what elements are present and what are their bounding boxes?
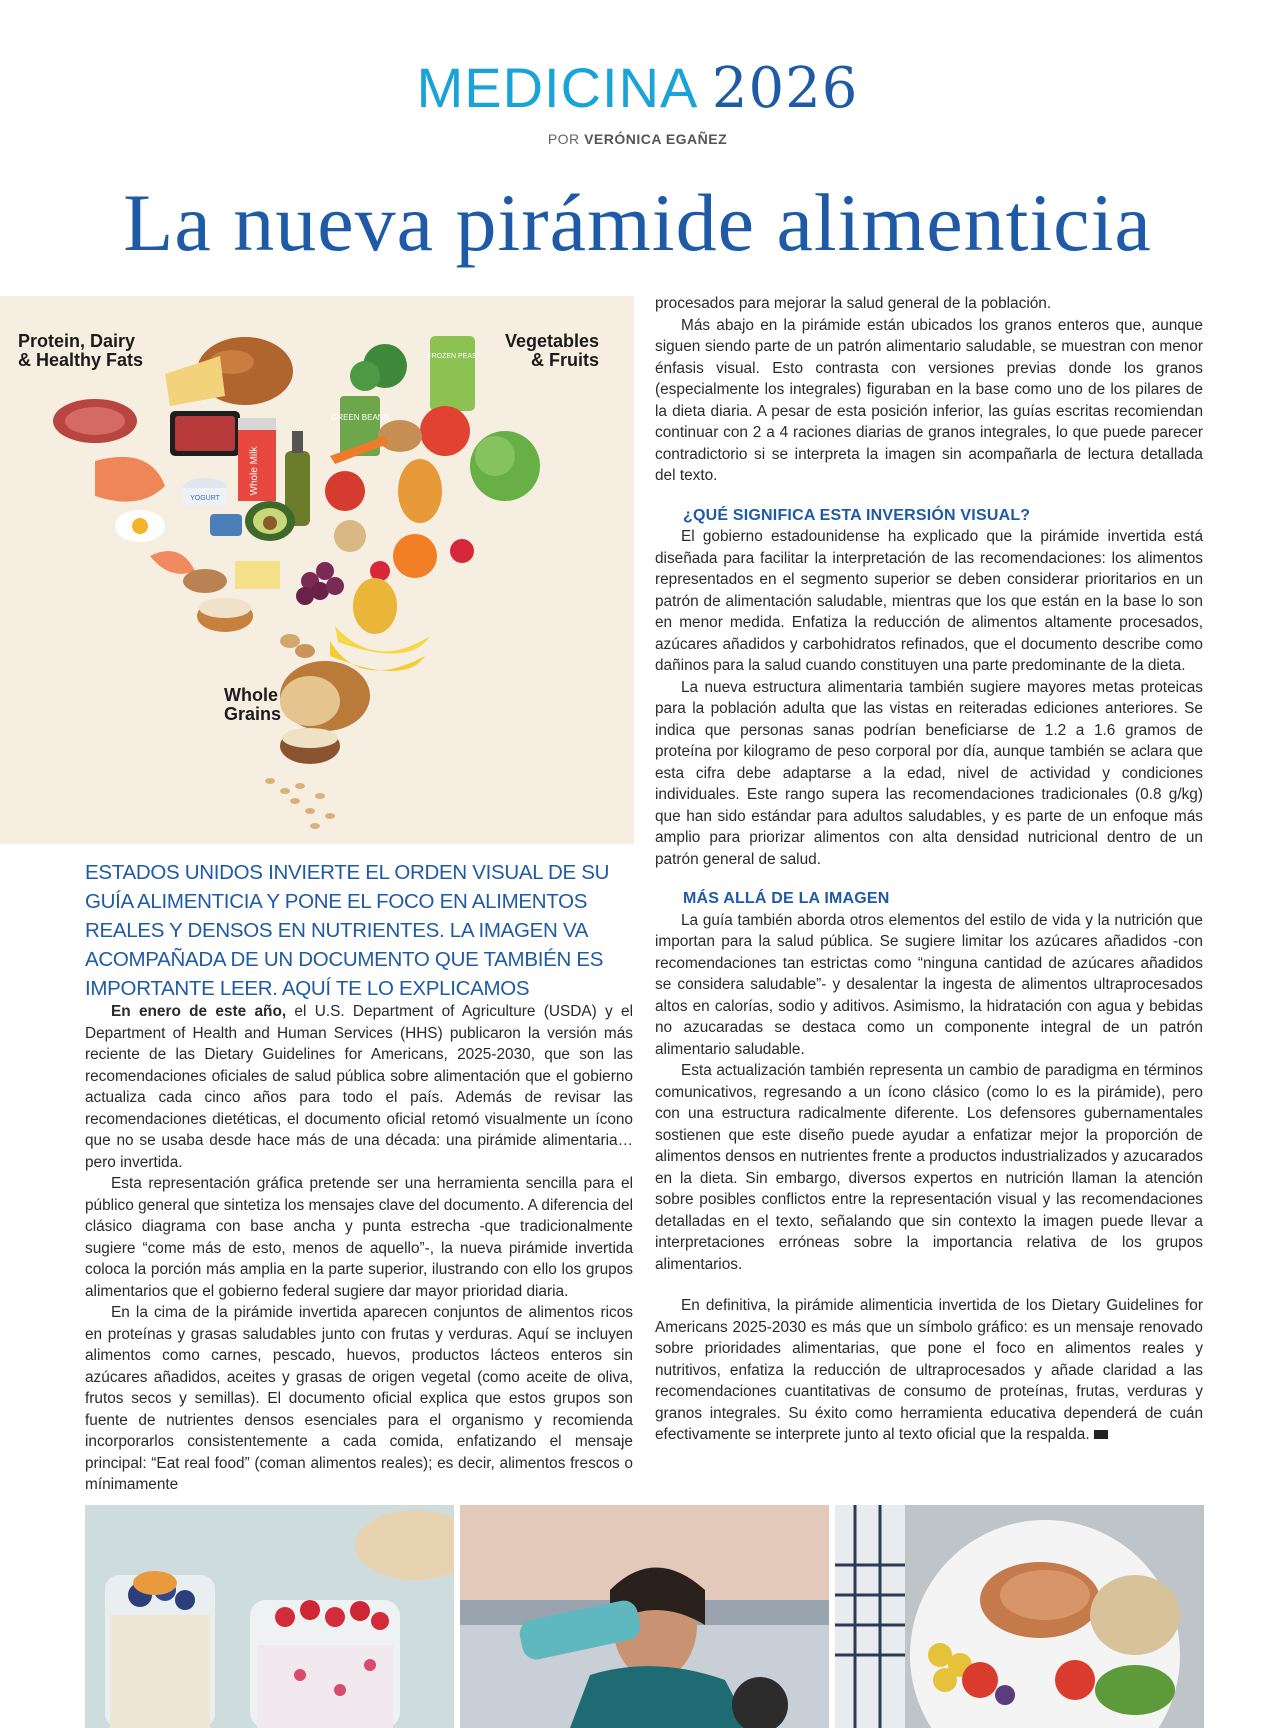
milk-carton-label: Whole Milk: [249, 446, 260, 496]
photo-woman-drinking-water: [460, 1505, 829, 1728]
pyramid-label-protein-line1: Protein, Dairy: [18, 331, 136, 351]
photo-chicken-salad-plate: [835, 1505, 1204, 1728]
peas-label: FROZEN PEAS: [427, 353, 477, 360]
paragraph-continued: procesados para mejorar la salud general de la población.: [655, 295, 1052, 312]
paragraph: Más abajo en la pirámide están ubicados los granos enteros que, aunque siguen siendo parte de un patrón alimentario saludable, se muestran con menor énfasis visual. Esto contrasta con versiones previas donde los granos (especialmente los integrales) figuraban en la base como uno de los pilares de la dieta diaria. A pesar de esta posición inferior, las guías escritas recomiendan continuar con 2 a 4 raciones diarias de granos integrales, lo que puede parecer contradictorio si se interpreta la imagen sin acompañarla de lectura detallada del texto.: [655, 316, 1203, 484]
paragraph: La guía también aborda otros elementos del estilo de vida y la nutrición que importan para la salud pública. Se sugiere limitar los azúcares añadidos -con recomendaciones tan estrictas como “ninguna cantidad de azúcares añadidos se considera saludable”- y desalentar la ingesta de alimentos ultraprocesados altos en calorías, sodio y aditivos. Asimismo, la hidratación con agua y bebidas no azucaradas se destaca como un componente integral de un patrón alimentario saludable.: [655, 911, 1203, 1058]
inverted-food-pyramid-illustration: [0, 296, 634, 844]
end-mark-icon: [1094, 1430, 1108, 1439]
pyramid-label-grains-line1: Whole: [224, 685, 278, 705]
subheading-beyond-image: MÁS ALLÁ DE LA IMAGEN: [683, 890, 890, 907]
byline: [0, 131, 1275, 147]
chicken-plate-photo: [835, 1505, 1204, 1728]
lead-in: En enero de este año,: [111, 1003, 287, 1020]
green-beans-label: GREEN BEANS: [331, 413, 389, 422]
conclusion-text: En definitiva, la pirámide alimenticia invertida de los Dietary Guidelines for Americans 2025-2030 es más que un símbolo gráfico: es un mensaje renovado sobre prioridades alimentarias, que pone el foco en alimentos reales y nutritivos, enfatiza la reducción de ultraprocesados y añade claridad a las recomendaciones cuantitativas de consumo de proteínas, frutas, verduras y granos integrales. Su éxito como herramienta educativa dependerá de cuán efectivamente se interprete junto al texto oficial que la respalda.: [655, 1297, 1203, 1443]
paragraph-intro: [85, 1001, 633, 1173]
article-title: La nueva pirámide alimenticia: [123, 177, 1152, 268]
right-column: [655, 293, 1203, 1446]
woman-hydration-photo: [460, 1505, 829, 1728]
paragraph-intro-text: el U.S. Department of Agriculture (USDA) y el Department of Health and Human Services (HHS) publicaron la versión más reciente de las Dietary Guidelines for Americans, 2025-2030, que son las recomendaciones oficiales de salud pública sobre alimentación que el gobierno actualiza cada cinco años para todo el país. Además de revisar las recomendaciones dietéticas, el documento oficial retomó visualmente un ícono que no se usaba desde hace más de una década: una pirámide alimentaria… pero invertida.: [85, 1003, 633, 1171]
overnight-oats-photo: [85, 1505, 454, 1728]
pyramid-label-vegetables: [505, 332, 599, 370]
byline-prefix: POR: [547, 131, 580, 147]
pyramid-label-protein-line2: & Healthy Fats: [18, 350, 144, 370]
left-column: [85, 1001, 633, 1496]
paragraph: Esta representación gráfica pretende ser una herramienta sencilla para el público general que sintetiza los mensajes clave del documento. A diferencia del clásico diagrama con base ancha y punta estrecha -que tradicionalmente sugiere “come más de esto, menos de aquello”-, la nueva pirámide invertida coloca la porción más amplia en la parte superior, ilustrando con ello los grupos alimentarios que el gobierno federal sugiere dar mayor prioridad diaria.: [85, 1175, 633, 1300]
photo-overnight-oats: [85, 1505, 454, 1728]
pyramid-label-protein: [18, 332, 143, 370]
section-name: MEDICINA: [416, 56, 696, 119]
paragraph-conclusion: [655, 1295, 1203, 1446]
pyramid-foods-drawing: [0, 296, 634, 844]
article-deck: ESTADOS UNIDOS INVIERTE EL ORDEN VISUAL DE SU GUÍA ALIMENTICIA Y PONE EL FOCO EN ALIMENTOS REALES Y DENSOS EN NUTRIENTES. LA IMAGEN VA ACOMPAÑADA DE UN DOCUMENTO QUE TAMBIÉN ES IMPORTANTE LEER. AQUÍ TE LO EXPLICAMOS: [85, 861, 610, 1000]
section-title: [0, 58, 1275, 119]
pyramid-label-grains-line2: Grains: [224, 704, 282, 724]
paragraph: El gobierno estadounidense ha explicado que la pirámide invertida está diseñada para facilitar la interpretación de las recomendaciones: los alimentos representados en el segmento superior se deben considerar prioritarios en un patrón de alimentación saludable, mientras que los que están en la base lo son en menor medida. Enfatiza la reducción de alimentos altamente procesados, azúcares añadidos y carbohidratos refinados, que el documento describe como dañinos para la salud cuando constituyen una parte predominante de la dieta.: [655, 528, 1203, 674]
pyramid-label-veg-line1: Vegetables: [505, 331, 600, 351]
pyramid-label-grains: [224, 686, 281, 724]
subheading-inversion: ¿QUÉ SIGNIFICA ESTA INVERSIÓN VISUAL?: [683, 506, 1031, 524]
page-header: [0, 58, 1275, 147]
paragraph: En la cima de la pirámide invertida aparecen conjuntos de alimentos ricos en proteínas y grasas saludables junto con frutas y verduras. Aquí se incluyen alimentos como carnes, pescado, huevos, productos lácteos enteros sin azúcares añadidos, aceites y grasas de origen vegetal (como aceite de oliva, frutos secos y semillas). El documento oficial explica que estos grupos son fuente de nutrientes densos esenciales para el organismo y recomienda incorporarlos consistentemente a cada comida, enfatizando el mensaje principal: “Eat real food” (coman alimentos reales); es decir, alimentos frescos o mínimamente: [85, 1304, 633, 1493]
yogurt-label: YOGURT: [190, 495, 220, 502]
spacer: [655, 1275, 1203, 1295]
byline-author: VERÓNICA EGAÑEZ: [584, 131, 728, 147]
pyramid-label-veg-line2: & Fruits: [531, 350, 600, 370]
paragraph: La nueva estructura alimentaria también sugiere mayores metas proteicas para la población adulta que las vistas en reiteradas ediciones anteriores. Se indica que personas sanas podrían beneficiarse de 1.2 a 1.6 gramos de proteína por kilogramo de peso corporal por día, aunque también se aclara que esta cifra debe adaptarse a la edad, nivel de actividad y condiciones individuales. Este rango supera las recomendaciones tradicionales (0.8 g/kg) que han sido estándar para adultos saludables, y es parte de un enfoque más amplio para priorizar alimentos con alta densidad nutricional dentro de un patrón general de salud.: [655, 678, 1203, 868]
paragraph: Esta actualización también representa un cambio de paradigma en términos comunicativos, regresando a un ícono clásico (como lo es la pirámide), pero con una estructura radicalmente diferente. Los defensores gubernamentales sostienen que este diseño puede ayudar a enfatizar mejor la proporción de alimentos densos en nutrientes frente a productos industrializados y azucarados en la dieta. Sin embargo, diversos expertos en nutrición llaman la atención sobre posibles conflictos entre la representación visual y las recomendaciones detalladas en el texto, señalando que sin contexto la imagen puede llevar a interpretaciones erróneas sobre la importancia relativa de los grupos alimentarios.: [655, 1062, 1203, 1273]
section-year: 2026: [711, 56, 859, 121]
